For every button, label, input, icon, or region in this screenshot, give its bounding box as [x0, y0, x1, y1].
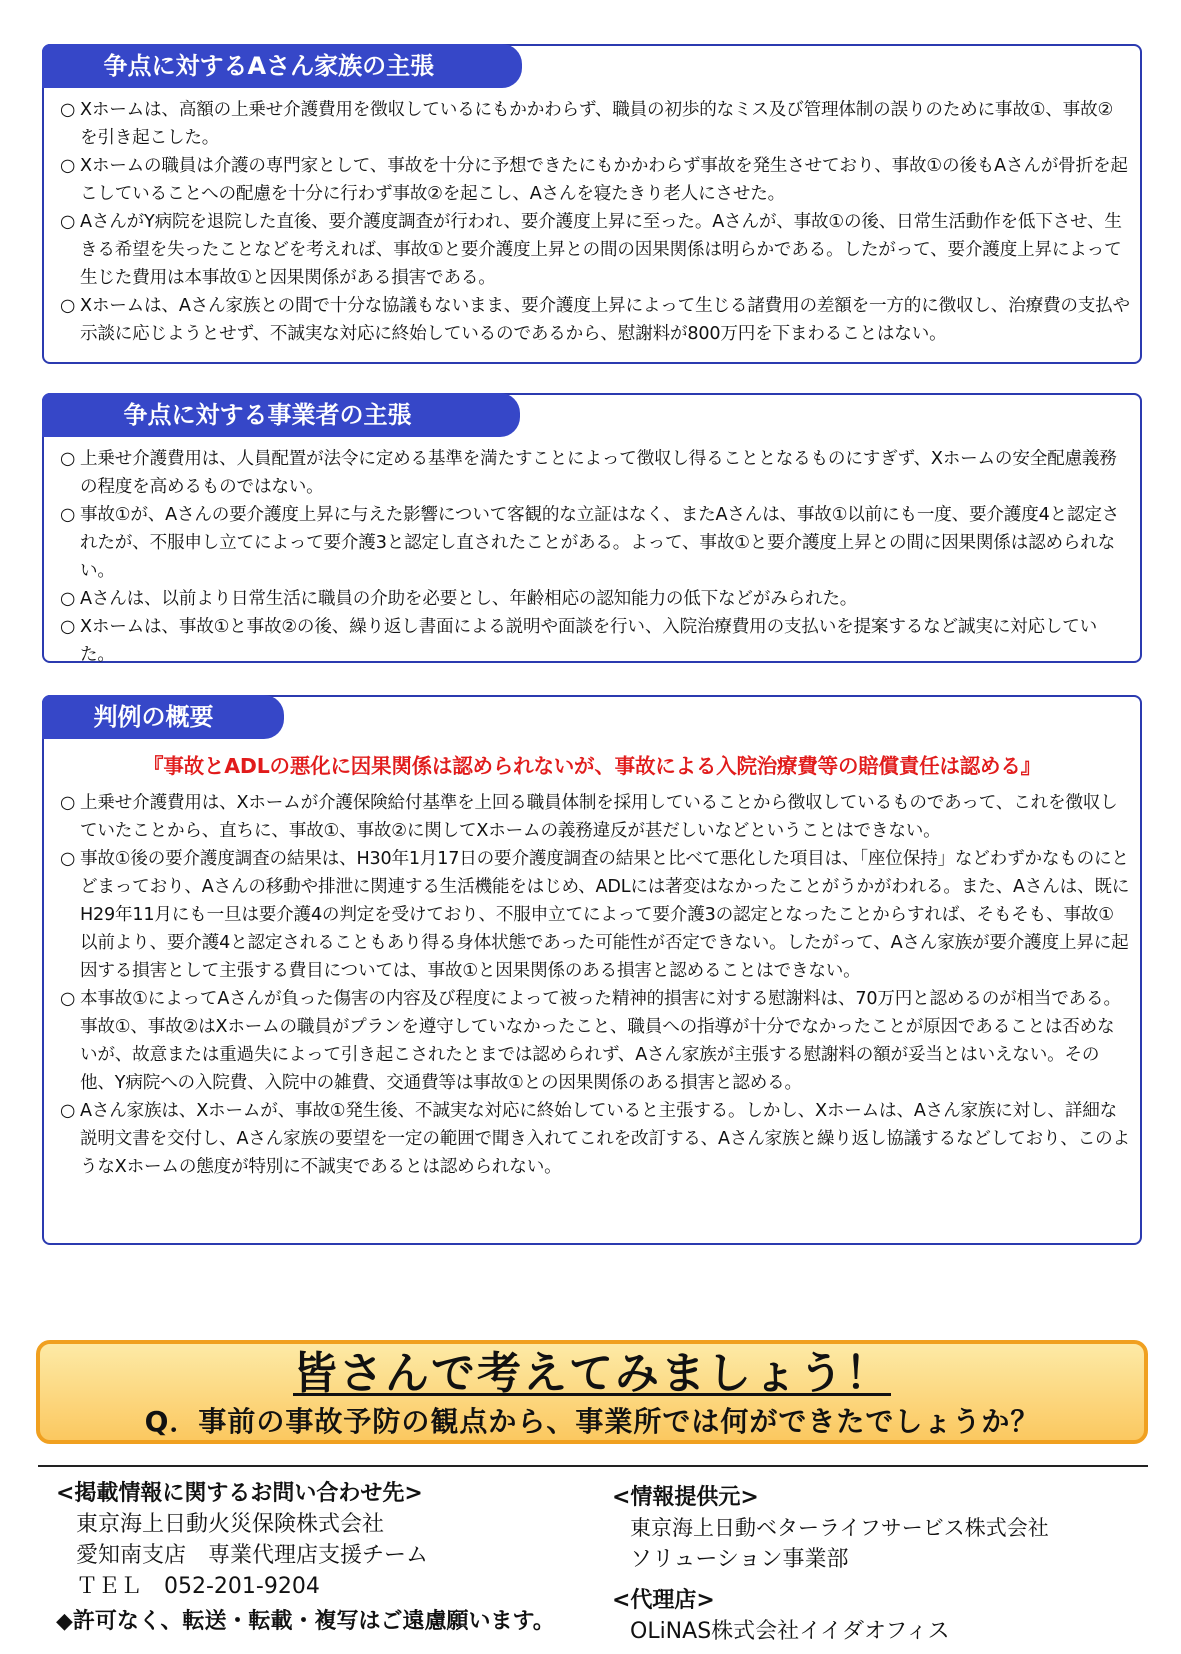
section-operator-claims [42, 393, 1142, 663]
paragraph: ○ 事故①後の要介護度調査の結果は、H30年1月17日の要介護度調査の結果と比べて悪化した項目は、「座位保持」などわずかなものにとどまっており、Aさんの移動や排泄に関連する生活機能をはじめ、ADLには著変はなかったことがうかがわれる。また、Aさんは、既にH29年11月にも一旦は要介護4の判定を受けており、不服申立てによって要介護3の認定となったことからすれば、そもそも、事故①以前より、要介護4と認定されることもあり得る身体状態であった可能性が否定できない。したがって、Aさん家族が要介護度上昇に起因する損害として主張する費目については、事故①と因果関係のある損害と認めることはできない。 [60, 849, 1130, 981]
source-division: ソリューション事業部 [630, 1547, 849, 1572]
section-ruling-summary [42, 695, 1142, 1245]
paragraph: ○ Xホームは、事故①と事故②の後、繰り返し書面による説明や面談を行い、入院治療費用の支払いを提案するなど誠実に対応していた。 [60, 617, 1098, 665]
paragraph: ○ AさんがY病院を退院した直後、要介護度調査が行われ、要介護度上昇に至った。Aさんが、事故①の後、日常生活動作を低下させ、生きる希望を失ったことなどを考えれば、事故①と要介護度上昇との間の因果関係は明らかである。したがって、要介護度上昇によって生じた費用は本事故①と因果関係がある損害である。 [60, 212, 1122, 288]
contact-tel: ＴＥＬ 052-201-9204 [76, 1574, 320, 1599]
paragraph: ○ 本事故①によってAさんが負った傷害の内容及び程度によって被った精神的損害に対する慰謝料は、70万円と認めるのが相当である。事故①、事故②はXホームの職員がプランを遵守していなかったこと、職員への指導が十分でなかったことが原因であることは否めないが、故意または重過失によって引き起こされたとまでは認められず、Aさん家族が主張する慰謝料の額が妥当とはいえない。その他、Y病院への入院費、入院中の雑費、交通費等は事故①との因果関係のある損害と認める。 [60, 989, 1121, 1093]
copy-notice: ◆許可なく、転送・転載・複写はご遠慮願います。 [56, 1609, 555, 1634]
ruling-highlight: 『事故とADLの悪化に因果関係は認められないが、事故による入院治療費等の賠償責任は認める』 [143, 754, 1041, 778]
contact-heading: <掲載情報に関するお問い合わせ先> [56, 1481, 423, 1506]
agent-heading: <代理店> [612, 1588, 715, 1613]
footer-divider [38, 1465, 1148, 1467]
banner-question: Q．事前の事故予防の観点から、事業所では何ができたでしょうか？ [144, 1405, 1040, 1438]
paragraph: ○ Aさん家族は、Xホームが、事故①発生後、不誠実な対応に終始していると主張する。しかし、Xホームは、Aさん家族に対し、詳細な説明文書を交付し、Aさん家族の要望を一定の範囲で聞き入れてこれを改訂する、Aさん家族と繰り返し協議するなどしており、このようなXホームの態度が特別に不誠実であるとは認められない。 [60, 1101, 1130, 1177]
agent-name: OLiNAS株式会社イイダオフィス [630, 1619, 950, 1644]
source-company: 東京海上日動ベターライフサービス株式会社 [630, 1516, 1049, 1540]
paragraph: ○ Xホームは、高額の上乗せ介護費用を徴収しているにもかかわらず、職員の初歩的なミス及び管理体制の誤りのために事故①、事故②を引き起こした。 [60, 100, 1114, 148]
paragraph: ○ 事故①が、Aさんの要介護度上昇に与えた影響について客観的な立証はなく、またAさんは、事故①以前にも一度、要介護度4と認定されたが、不服申し立てによって要介護3と認定し直されたことがある。よって、事故①と要介護度上昇との間に因果関係は認められない。 [60, 505, 1120, 581]
paragraph: ○ Aさんは、以前より日常生活に職員の介助を必要とし、年齢相応の認知能力の低下などがみられた。 [60, 589, 858, 609]
contact-company: 東京海上日動火災保険株式会社 [76, 1512, 385, 1537]
contact-branch: 愛知南支店 専業代理店支援チーム [76, 1543, 429, 1568]
paragraph: ○ Xホームは、Aさん家族との間で十分な協議もないまま、要介護度上昇によって生じる諸費用の差額を一方的に徴収し、治療費の支払や示談に応じようとせず、不誠実な対応に終始しているのであるから、慰謝料が800万円を下まわることはない。 [60, 296, 1130, 344]
discussion-banner [36, 1340, 1148, 1444]
source-heading: <情報提供元> [612, 1485, 759, 1510]
section-family-claims [42, 44, 1142, 364]
paragraph: ○ 上乗せ介護費用は、Xホームが介護保険給付基準を上回る職員体制を採用していることから徴収しているものであって、これを徴収していたことから、直ちに、事故①、事故②に関してXホームの義務違反が甚だしいなどということはできない。 [60, 793, 1118, 841]
section-title: 争点に対する事業者の主張 [42, 393, 520, 437]
paragraph: ○ 上乗せ介護費用は、人員配置が法令に定める基準を満たすことによって徴収し得ることとなるものにすぎず、Xホームの安全配慮義務の程度を高めるものではない。 [60, 449, 1117, 497]
section-title: 争点に対するAさん家族の主張 [42, 44, 522, 88]
banner-title: 皆さんで考えてみましょう！ [293, 1348, 891, 1399]
section-title: 判例の概要 [42, 695, 284, 739]
paragraph: ○ Xホームの職員は介護の専門家として、事故を十分に予想できたにもかかわらず事故を発生させており、事故①の後もAさんが骨折を起こしていることへの配慮を十分に行わず事故②を起こし、Aさんを寝たきり老人にさせた。 [60, 156, 1128, 204]
